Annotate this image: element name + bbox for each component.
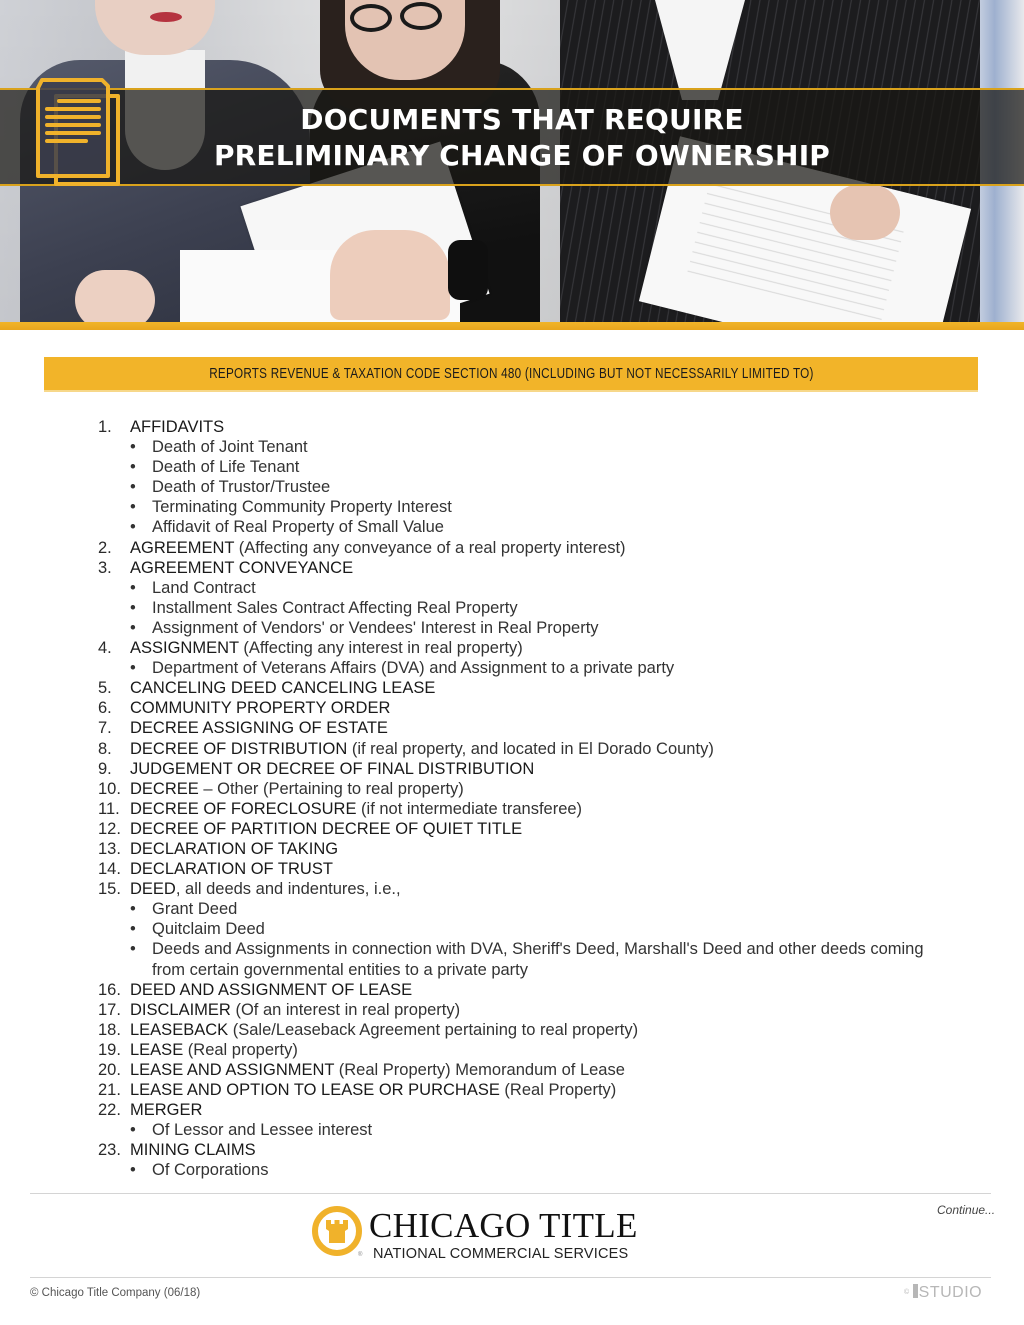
continue-note: Continue...	[937, 1203, 996, 1217]
list-item-heading: LEASE	[130, 1040, 184, 1059]
list-item	[98, 718, 958, 738]
footer-divider-bottom	[30, 1277, 991, 1278]
list-item-number: 14.	[98, 860, 121, 879]
list-item-heading: DEED AND ASSIGNMENT OF LEASE	[130, 980, 413, 999]
list-item	[98, 698, 958, 718]
list-item-number: 16.	[98, 980, 121, 999]
list-item	[98, 980, 958, 1000]
list-item-description: – Other (Pertaining to real property)	[198, 779, 464, 798]
list-item-number: 13.	[98, 839, 121, 858]
bullet-icon: •	[130, 618, 136, 637]
list-item-number: 3.	[98, 558, 112, 577]
section-subheader-text: REPORTS REVENUE & TAXATION CODE SECTION 480 (INCLUDING BUT NOT NECESSARILY LIMITED TO)	[208, 365, 814, 382]
list-subitem-text: Deeds and Assignments in connection with DVA, Sheriff's Deed, Marshall's Deed and other deeds coming from certain governmental entities to a private party	[152, 940, 924, 979]
bullet-icon: •	[130, 920, 136, 939]
list-subitem	[98, 457, 958, 477]
list-item-description: (Affecting any conveyance of a real property interest)	[234, 538, 626, 557]
section-subheader	[44, 357, 978, 392]
list-item-number: 18.	[98, 1020, 121, 1039]
list-subitem	[98, 477, 958, 497]
list-subitem	[98, 1160, 958, 1180]
studio-text: STUDIO	[918, 1284, 983, 1301]
list-subitem	[98, 598, 958, 618]
list-item-heading: DECREE ASSIGNING OF ESTATE	[130, 719, 388, 738]
list-subitem	[98, 919, 958, 939]
list-item-number: 8.	[98, 739, 112, 758]
list-item-heading: AGREEMENT CONVEYANCE	[130, 558, 354, 577]
list-item	[98, 1040, 958, 1060]
registered-mark: ®	[358, 1252, 363, 1258]
bullet-icon: •	[130, 1161, 136, 1180]
list-subitem-text: Affidavit of Real Property of Small Value	[152, 518, 444, 537]
castle-tower-icon	[312, 1206, 362, 1256]
list-item-description: (Affecting any interest in real property)	[238, 639, 523, 658]
hero-photo-hand	[830, 185, 900, 240]
bullet-icon: •	[130, 578, 136, 597]
list-item	[98, 538, 958, 558]
list-subitem	[98, 939, 958, 979]
list-item-number: 20.	[98, 1061, 121, 1079]
list-item-description: (Of an interest in real property)	[230, 1000, 461, 1019]
list-item-number: 12.	[98, 819, 121, 838]
hero-photo-lips-left	[150, 12, 182, 22]
list-item-heading: DECREE OF DISTRIBUTION	[130, 739, 348, 758]
list-item	[98, 1080, 958, 1100]
list-subitem	[98, 618, 958, 638]
bullet-icon: •	[130, 458, 136, 477]
list-item-number: 19.	[98, 1040, 121, 1059]
list-item	[98, 839, 958, 859]
list-item-heading: DECLARATION OF TRUST	[130, 860, 333, 879]
footer-divider-top	[30, 1193, 991, 1194]
list-item-heading: COMMUNITY PROPERTY ORDER	[130, 699, 391, 718]
studio-logo-icon	[913, 1284, 918, 1298]
list-item-heading: DEED	[130, 880, 176, 899]
list-subitem-text: Death of Life Tenant	[152, 458, 300, 477]
hero-accent-bar	[0, 322, 1024, 330]
list-item-number: 22.	[98, 1101, 121, 1120]
list-item-number: 4.	[98, 639, 112, 658]
list-item	[98, 879, 958, 899]
list-subitem	[98, 578, 958, 598]
hero-photo-face-left	[95, 0, 215, 55]
list-subitem-text: Of Corporations	[152, 1161, 269, 1180]
studio-copyright-symbol: ©	[904, 1289, 910, 1297]
list-item-heading: DECREE OF FORECLOSURE	[130, 799, 357, 818]
logo-tagline: NATIONAL COMMERCIAL SERVICES	[373, 1246, 629, 1262]
bullet-icon: •	[130, 598, 136, 617]
list-item	[98, 1060, 958, 1080]
list-item-heading: MINING CLAIMS	[130, 1141, 256, 1160]
list-item-heading: ASSIGNMENT	[130, 639, 239, 658]
hero-photo-watch	[448, 240, 488, 300]
list-item-number: 1.	[98, 418, 112, 436]
hero-photo-hand	[75, 270, 155, 330]
list-subitem	[98, 437, 958, 457]
list-item-number: 15.	[98, 880, 121, 899]
list-item-number: 21.	[98, 1081, 121, 1100]
list-subitem-text: Installment Sales Contract Affecting Real Property	[152, 598, 518, 617]
list-item	[98, 638, 958, 658]
list-item-number: 6.	[98, 699, 112, 718]
studio-mark	[904, 1284, 982, 1302]
list-subitem	[98, 1120, 958, 1140]
list-item-number: 2.	[98, 538, 112, 557]
list-item	[98, 1100, 958, 1120]
bullet-icon: •	[130, 518, 136, 537]
list-item-description: , all deeds and indentures, i.e.,	[175, 880, 401, 899]
list-item	[98, 1140, 958, 1160]
list-item-number: 23.	[98, 1141, 121, 1160]
list-item	[98, 859, 958, 879]
list-item-heading: LEASE AND OPTION TO LEASE OR PURCHASE	[130, 1081, 500, 1100]
list-subitem-text: Terminating Community Property Interest	[152, 498, 452, 517]
copyright-text: © Chicago Title Company (06/18)	[30, 1287, 201, 1299]
list-item-description: (if real property, and located in El Dorado County)	[347, 739, 714, 758]
list-subitem-text: Department of Veterans Affairs (DVA) and Assignment to a private party	[152, 659, 675, 678]
page-title-line-2: PRELIMINARY CHANGE OF OWNERSHIP	[213, 139, 831, 172]
list-subitem	[98, 497, 958, 517]
list-item	[98, 417, 958, 437]
list-item	[98, 799, 958, 819]
chicago-title-logo	[312, 1204, 652, 1264]
hero-photo-hand	[330, 230, 450, 320]
list-item-number: 17.	[98, 1000, 121, 1019]
list-subitem-text: Death of Joint Tenant	[152, 438, 308, 457]
list-subitem	[98, 517, 958, 537]
list-subitem-text: Assignment of Vendors' or Vendees' Interest in Real Property	[152, 618, 599, 637]
page-title-line-1: DOCUMENTS THAT REQUIRE	[300, 103, 744, 136]
list-item	[98, 779, 958, 799]
list-item-heading: AGREEMENT	[130, 538, 235, 557]
list-item-number: 5.	[98, 679, 112, 698]
list-item-number: 10.	[98, 779, 121, 798]
list-item-number: 11.	[98, 799, 120, 818]
list-subitem-text: Grant Deed	[152, 900, 238, 919]
bullet-icon: •	[130, 659, 136, 678]
hero-banner	[0, 0, 1024, 330]
list-item-heading: AFFIDAVITS	[130, 418, 225, 436]
list-item-heading: DECLARATION OF TAKING	[130, 839, 339, 858]
list-item-description: (Real property)	[183, 1040, 298, 1059]
list-item	[98, 759, 958, 779]
list-item	[98, 739, 958, 759]
list-item-heading: DECREE	[130, 779, 199, 798]
bullet-icon: •	[130, 438, 136, 457]
list-subitem-text: Of Lessor and Lessee interest	[152, 1121, 373, 1140]
list-item-description: (if not intermediate transferee)	[356, 799, 583, 818]
list-item-heading: CANCELING DEED CANCELING LEASE	[130, 679, 436, 698]
bullet-icon: •	[130, 498, 136, 517]
list-item	[98, 558, 958, 578]
list-item-number: 9.	[98, 759, 112, 778]
list-item-heading: JUDGEMENT OR DECREE OF FINAL DISTRIBUTION	[130, 759, 535, 778]
hero-photo-glasses	[400, 2, 442, 30]
list-item-heading: DECREE OF PARTITION DECREE OF QUIET TITLE	[130, 819, 523, 838]
list-item-description: (Sale/Leaseback Agreement pertaining to real property)	[228, 1020, 639, 1039]
list-item-heading: LEASE AND ASSIGNMENT	[130, 1061, 335, 1079]
bullet-icon: •	[130, 900, 136, 919]
list-item	[98, 1000, 958, 1020]
hero-photo-glasses	[350, 4, 392, 32]
list-item-heading: LEASEBACK	[130, 1020, 229, 1039]
logo-name: CHICAGO TITLE	[369, 1206, 638, 1245]
list-item	[98, 678, 958, 698]
list-item-heading: MERGER	[130, 1101, 203, 1120]
list-subitem-text: Land Contract	[152, 578, 256, 597]
list-subitem	[98, 899, 958, 919]
list-subitem	[98, 658, 958, 678]
documents-list	[98, 417, 958, 1181]
bullet-icon: •	[130, 1121, 136, 1140]
page-title	[0, 102, 1024, 174]
list-item	[98, 1020, 958, 1040]
list-item	[98, 819, 958, 839]
list-item-description: (Real Property) Memorandum of Lease	[334, 1061, 625, 1079]
bullet-icon: •	[130, 940, 136, 959]
bullet-icon: •	[130, 478, 136, 497]
list-subitem-text: Quitclaim Deed	[152, 920, 265, 939]
list-item-number: 7.	[98, 719, 112, 738]
list-item-description: (Real Property)	[499, 1081, 617, 1100]
list-item-heading: DISCLAIMER	[130, 1000, 231, 1019]
list-subitem-text: Death of Trustor/Trustee	[152, 478, 331, 497]
